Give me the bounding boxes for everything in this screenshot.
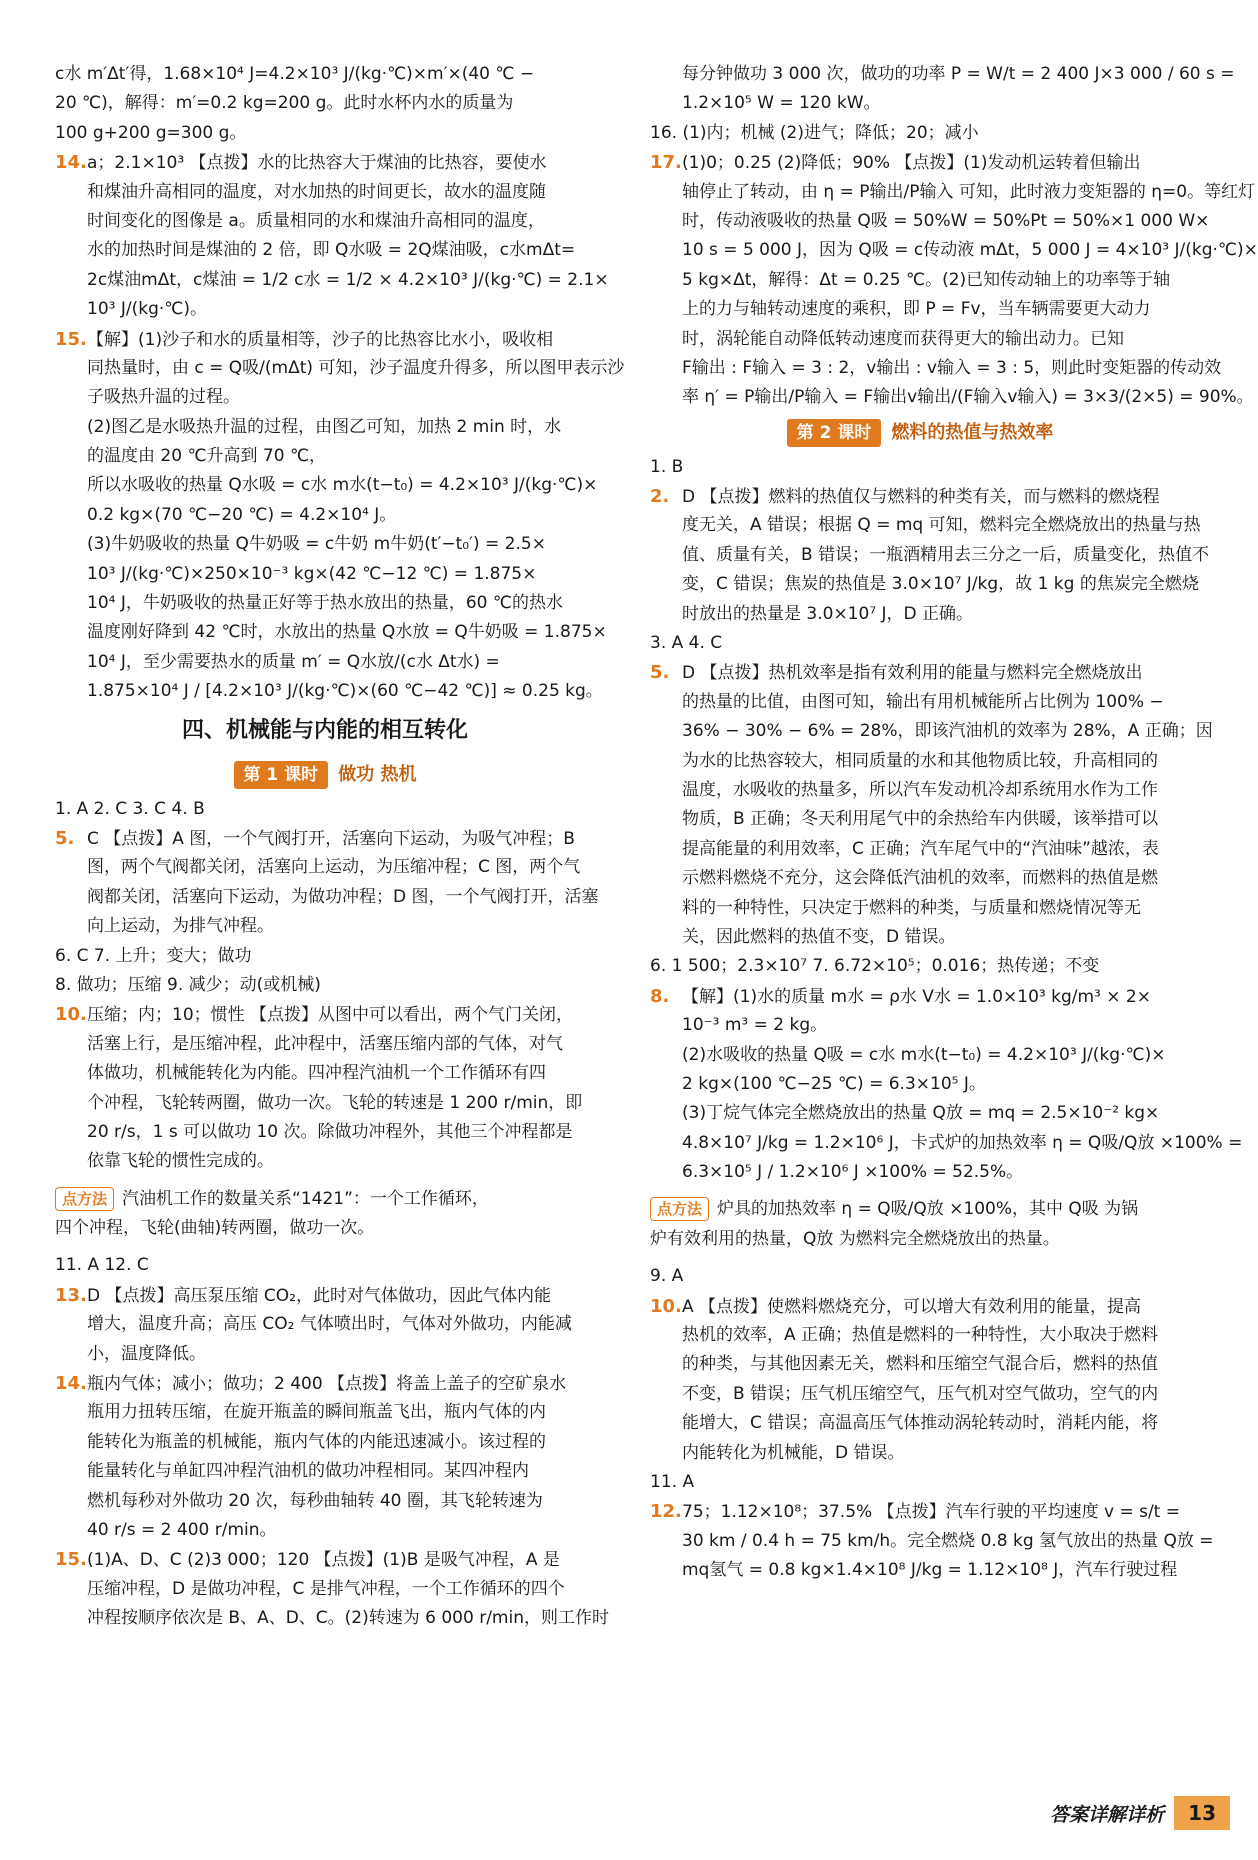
- text-line: 示燃料燃烧不充分，这会降低汽油机的效率，而燃料的热值是燃: [682, 868, 1158, 889]
- text-line: F输出 : F输入 = 3 : 2，v输出 : v输入 = 3 : 5，则此时变矩器的传动效: [682, 357, 1222, 378]
- question-10: [55, 1000, 595, 1176]
- right-column: [650, 60, 1258, 1586]
- text-line: 2 kg×(100 ℃−25 ℃) = 6.3×10⁵ J。: [682, 1073, 986, 1094]
- text-line: 10³ J/(kg·℃)。: [87, 299, 207, 320]
- question-number: 10.: [650, 1295, 682, 1317]
- text-line: 燃机每秒对外做功 20 次，每秒曲轴转 40 圈，其飞轮转速为: [87, 1490, 543, 1511]
- text-line: 图，两个气阀都关闭，活塞向上运动，为压缩冲程；C 图，两个气: [87, 857, 581, 878]
- text-line: 关，因此燃料的热值不变，D 错误。: [682, 926, 956, 947]
- text-line: 同热量时，由 c = Q吸/(mΔt) 可知，沙子温度升得多，所以图甲表示沙: [87, 357, 625, 378]
- question-number: 2.: [650, 486, 670, 508]
- text-line: (3)丁烷气体完全燃烧放出的热量 Q放 = mq = 2.5×10⁻² kg×: [682, 1103, 1160, 1124]
- text-line: 5 kg×Δt，解得：Δt = 0.25 ℃。(2)已知传动轴上的功率等于轴: [682, 269, 1171, 290]
- text-line: c水 m′Δt′得，1.68×10⁴ J=4.2×10³ J/(kg·℃)×m′×(40 ℃ −: [55, 64, 535, 84]
- text-line: 汽油机工作的数量关系“1421”：一个工作循环，: [122, 1188, 489, 1209]
- text-line: 物质，B 正确；冬天利用尾气中的余热给车内供暖，该举措可以: [682, 809, 1159, 830]
- text-line: 时间变化的图像是 a。质量相同的水和煤油升高相同的温度，: [87, 210, 545, 231]
- text-line: 10 s = 5 000 J，因为 Q吸 = c传动液 mΔt，5 000 J = 4×10³ J/(kg·℃)×: [682, 240, 1258, 261]
- lesson-header: [650, 413, 1190, 453]
- answer-row: 11. A: [650, 1471, 695, 1492]
- lesson-tag: 第 1 课时: [234, 761, 329, 789]
- question-number: 15.: [55, 1549, 87, 1571]
- text-line: C 【点拨】A 图，一个气阀打开，活塞向下运动，为吸气冲程；B: [87, 828, 575, 849]
- text-line: 依靠飞轮的惯性完成的。: [87, 1151, 274, 1172]
- text-line: 子吸热升温的过程。: [87, 387, 240, 408]
- text-line: 0.2 kg×(70 ℃−20 ℃) = 4.2×10⁴ J。: [87, 504, 397, 525]
- method-tag: 点方法: [650, 1197, 709, 1221]
- text-line: 小，温度降低。: [87, 1343, 206, 1364]
- question-15b: [55, 1545, 609, 1633]
- text-line: 料的一种特性，只决定于燃料的种类，与质量和燃烧情况等无: [682, 897, 1141, 918]
- text-line: 100 g+200 g=300 g。: [55, 122, 247, 143]
- text-line: 的种类，与其他因素无关，燃料和压缩空气混合后，燃料的热值: [682, 1354, 1158, 1375]
- text-line: D 【点拨】燃料的热值仅与燃料的种类有关，而与燃料的燃烧程: [682, 487, 1160, 508]
- text-line: 活塞上行，是压缩冲程，此冲程中，活塞压缩内部的气体，对气: [87, 1033, 563, 1054]
- text-line: 20 ℃)，解得：m′=0.2 kg=200 g。此时水杯内水的质量为: [55, 93, 514, 114]
- text-line: 30 km / 0.4 h = 75 km/h。完全燃烧 0.8 kg 氢气放出的热量 Q放 =: [682, 1530, 1214, 1551]
- text-line: 率 η′ = P输出/P输入 = F输出v输出/(F输入v输入) = 3×3/(2×5) = 90%。: [682, 387, 1254, 408]
- text-line: 10³ J/(kg·℃)×250×10⁻³ kg×(42 ℃−12 ℃) = 1.875×: [87, 563, 537, 584]
- answer-row: 1. A 2. C 3. C 4. B: [55, 798, 205, 819]
- page-number: 13: [1174, 1796, 1230, 1830]
- question-number: 5.: [650, 662, 670, 684]
- text-line: 36% − 30% − 6% = 28%，即该汽油机的效率为 28%，A 正确；因: [682, 721, 1213, 742]
- text-line: 为水的比热容较大，相同质量的水和其他物质比较，升高相同的: [682, 750, 1158, 771]
- method-note: [55, 1185, 595, 1244]
- text-line: 变，C 错误；焦炭的热值是 3.0×10⁷ J/kg，故 1 kg 的焦炭完全燃烧: [682, 574, 1199, 595]
- footer-label: 答案详解详析: [1050, 1803, 1165, 1826]
- text-line: 不变，B 错误；压气机压缩空气，压气机对空气做功，空气的内: [682, 1383, 1159, 1404]
- text-line: 压缩；内；10；惯性 【点拨】从图中可以看出，两个气门关闭，: [87, 1005, 574, 1026]
- section-title: 四、机械能与内能的相互转化: [181, 717, 468, 743]
- text-line: 度无关，A 错误；根据 Q = mq 可知，燃料完全燃烧放出的热量与热: [682, 515, 1201, 536]
- question-number: 17.: [650, 152, 682, 174]
- lesson-name: 做功 热机: [338, 763, 417, 785]
- answer-row: 11. A 12. C: [55, 1255, 149, 1276]
- text-line: 热机的效率，A 正确；热值是燃料的一种特性，大小取决于燃料: [682, 1325, 1159, 1346]
- text-line: 40 r/s = 2 400 r/min。: [87, 1519, 277, 1540]
- text-line: 提高能量的利用效率，C 正确；汽车尾气中的“汽油味”越浓，表: [682, 838, 1159, 859]
- answer-row: 1. B: [650, 456, 684, 477]
- lesson-header: [55, 755, 595, 795]
- text-line: 2c煤油mΔt，c煤油 = 1/2 c水 = 1/2 × 4.2×10³ J/(kg·℃) = 2.1×: [87, 269, 609, 290]
- text-line: 所以水吸收的热量 Q水吸 = c水 m水(t−t₀) = 4.2×10³ J/(kg·℃)×: [87, 475, 598, 496]
- text-line: 温度刚好降到 42 ℃时，水放出的热量 Q水放 = Q牛奶吸 = 1.875×: [87, 622, 607, 643]
- text-line: 的温度由 20 ℃升高到 70 ℃，: [87, 446, 327, 467]
- question-5r: [650, 658, 1213, 952]
- lesson-tag: 第 2 课时: [787, 419, 882, 447]
- text-line: 瓶内气体；减小；做功；2 400 【点拨】将盖上盖子的空矿泉水: [87, 1374, 567, 1395]
- text-line: 上的力与轴转动速度的乘积，即 P = Fv，当车辆需要更大动力: [682, 299, 1151, 320]
- text-line: 值、质量有关，B 错误；一瓶酒精用去三分之一后，质量变化，热值不: [682, 544, 1210, 565]
- text-line: 能增大，C 错误；高温高压气体推动涡轮转动时，消耗内能，将: [682, 1413, 1159, 1434]
- text-line: 能量转化与单缸四冲程汽油机的做功冲程相同。某四冲程内: [87, 1461, 529, 1482]
- answer-row: 6. 1 500；2.3×10⁷ 7. 6.72×10⁵；0.016；热传递；不变: [650, 956, 1100, 977]
- question-number: 14.: [55, 152, 87, 174]
- text-line: 和煤油升高相同的温度，对水加热的时间更长，故水的温度随: [87, 181, 546, 202]
- answer-row: 3. A 4. C: [650, 633, 723, 654]
- text-line: 10⁴ J，牛奶吸收的热量正好等于热水放出的热量，60 ℃的热水: [87, 593, 563, 614]
- answer-row: 8. 做功；压缩 9. 减少；动(或机械): [55, 974, 321, 995]
- page-footer: [1050, 1796, 1230, 1830]
- question-number: 15.: [55, 328, 87, 350]
- text-line: 炉有效利用的热量，Q放 为燃料完全燃烧放出的热量。: [650, 1228, 1060, 1249]
- text-line: 水的加热时间是煤油的 2 倍，即 Q水吸 = 2Q煤油吸，c水mΔt=: [87, 240, 576, 261]
- question-number: 10.: [55, 1004, 87, 1026]
- text-line: 10⁴ J，至少需要热水的质量 m′ = Q水放/(c水 Δt水) =: [87, 651, 500, 672]
- text-line: 向上运动，为排气冲程。: [87, 916, 274, 937]
- question-10r: [650, 1292, 1190, 1468]
- text-line: 炉具的加热效率 η = Q吸/Q放 ×100%，其中 Q吸 为锅: [717, 1199, 1139, 1220]
- text-line: (1)0；0.25 (2)降低；90% 【点拨】(1)发动机运转着但输出: [682, 153, 1141, 174]
- question-14: [55, 148, 609, 324]
- text-line: 体做功，机械能转化为内能。四冲程汽油机一个工作循环有四: [87, 1063, 546, 1084]
- text-line: 每分钟做功 3 000 次，做功的功率 P = W/t = 2 400 J×3 000 / 60 s =: [682, 64, 1235, 84]
- answer-row: 6. C 7. 上升；变大；做功: [55, 945, 252, 966]
- text-line: (3)牛奶吸收的热量 Q牛奶吸 = c牛奶 m牛奶(t′−t₀′) = 2.5×: [87, 534, 546, 555]
- text-line: 6.3×10⁵ J / 1.2×10⁶ J ×100% = 52.5%。: [682, 1162, 1024, 1183]
- question-number: 14.: [55, 1373, 87, 1395]
- text-line: 【解】(1)水的质量 m水 = ρ水 V水 = 1.0×10³ kg/m³ × 2×: [682, 986, 1151, 1007]
- text-line: 能转化为瓶盖的机械能，瓶内气体的内能迅速减小。该过程的: [87, 1431, 546, 1452]
- text-line: mq氢气 = 0.8 kg×1.4×10⁸ J/kg = 1.12×10⁸ J，汽车行驶过程: [682, 1560, 1178, 1581]
- text-line: D 【点拨】热机效率是指有效利用的能量与燃料完全燃烧放出: [682, 663, 1143, 684]
- method-tag: 点方法: [55, 1187, 114, 1211]
- text-line: (1)A、D、C (2)3 000；120 【点拨】(1)B 是吸气冲程，A 是: [87, 1550, 560, 1571]
- question-number: 5.: [55, 827, 75, 849]
- question-8: [650, 982, 1243, 1188]
- question-12: [650, 1497, 1214, 1585]
- method-note: [650, 1195, 1190, 1254]
- question-number: 13.: [55, 1284, 87, 1306]
- text-line: 阀都关闭，活塞向下运动，为做功冲程；D 图，一个气阀打开，活塞: [87, 886, 599, 907]
- text-line: D 【点拨】高压泵压缩 CO₂，此时对气体做功，因此气体内能: [87, 1285, 551, 1306]
- text-line: A 【点拨】使燃料燃烧充分，可以增大有效利用的能量，提高: [682, 1296, 1142, 1317]
- text-line: (2)水吸收的热量 Q吸 = c水 m水(t−t₀) = 4.2×10³ J/(kg·℃)×: [682, 1044, 1166, 1065]
- text-line: 冲程按顺序依次是 B、A、D、C。(2)转速为 6 000 r/min，则工作时: [87, 1608, 609, 1629]
- lesson-name: 燃料的热值与热效率: [891, 421, 1054, 443]
- text-line: 【解】(1)沙子和水的质量相等，沙子的比热容比水小，吸收相: [87, 329, 554, 350]
- question-14b: [55, 1369, 595, 1545]
- text-line: 内能转化为机械能，D 错误。: [682, 1442, 905, 1463]
- text-line: 温度，水吸收的热量多，所以汽车发动机冷却系统用水作为工作: [682, 779, 1158, 800]
- left-column: [55, 60, 625, 1634]
- question-5: [55, 824, 599, 942]
- question-13: [55, 1281, 595, 1369]
- text-line: 时，传动液吸收的热量 Q吸 = 50%W = 50%Pt = 50%×1 000 W×: [682, 210, 1210, 231]
- text-line: (2)图乙是水吸热升温的过程，由图乙可知，加热 2 min 时，水: [87, 416, 562, 437]
- text-line: 压缩冲程，D 是做功冲程，C 是排气冲程，一个工作循环的四个: [87, 1578, 565, 1599]
- text-line: 个冲程，飞轮转两圈，做功一次。飞轮的转速是 1 200 r/min，即: [87, 1092, 583, 1113]
- answer-row: 9. A: [650, 1266, 684, 1287]
- text-line: 轴停止了转动，由 η = P输出/P输入 可知，此时液力变矩器的 η=0。等红灯: [682, 181, 1256, 202]
- text-line: 时放出的热量是 3.0×10⁷ J，D 正确。: [682, 603, 974, 624]
- question-2: [650, 482, 1210, 629]
- text-line: 时，涡轮能自动降低转动速度而获得更大的输出动力。已知: [682, 328, 1124, 349]
- answer-row: 16. (1)内；机械 (2)进气；降低；20；减小: [650, 122, 979, 143]
- text-line: 瓶用力扭转压缩，在旋开瓶盖的瞬间瓶盖飞出，瓶内气体的内: [87, 1402, 546, 1423]
- text-line: a；2.1×10³ 【点拨】水的比热容大于煤油的比热容，要使水: [87, 153, 547, 174]
- question-number: 12.: [650, 1501, 682, 1523]
- question-15: [55, 325, 625, 707]
- text-line: 75；1.12×10⁸；37.5% 【点拨】汽车行驶的平均速度 v = s/t =: [682, 1502, 1180, 1523]
- text-line: 1.875×10⁴ J / [4.2×10³ J/(kg·℃)×(60 ℃−42 ℃)] ≈ 0.25 kg。: [87, 681, 603, 702]
- question-17: [650, 148, 1258, 413]
- text-line: 4.8×10⁷ J/kg = 1.2×10⁶ J，卡式炉的加热效率 η = Q吸/Q放 ×100% =: [682, 1132, 1243, 1153]
- text-line: 10⁻³ m³ = 2 kg。: [682, 1015, 828, 1036]
- question-number: 8.: [650, 985, 670, 1007]
- text-line: 20 r/s，1 s 可以做功 10 次。除做功冲程外，其他三个冲程都是: [87, 1121, 573, 1142]
- text-line: 的热量的比值，由图可知，输出有用机械能所占比例为 100% −: [682, 691, 1164, 712]
- text-line: 1.2×10⁵ W = 120 kW。: [682, 93, 881, 114]
- text-line: 四个冲程，飞轮(曲轴)转两圈，做功一次。: [55, 1218, 375, 1239]
- text-line: 增大，温度升高；高压 CO₂ 气体喷出时，气体对外做功，内能减: [87, 1314, 572, 1335]
